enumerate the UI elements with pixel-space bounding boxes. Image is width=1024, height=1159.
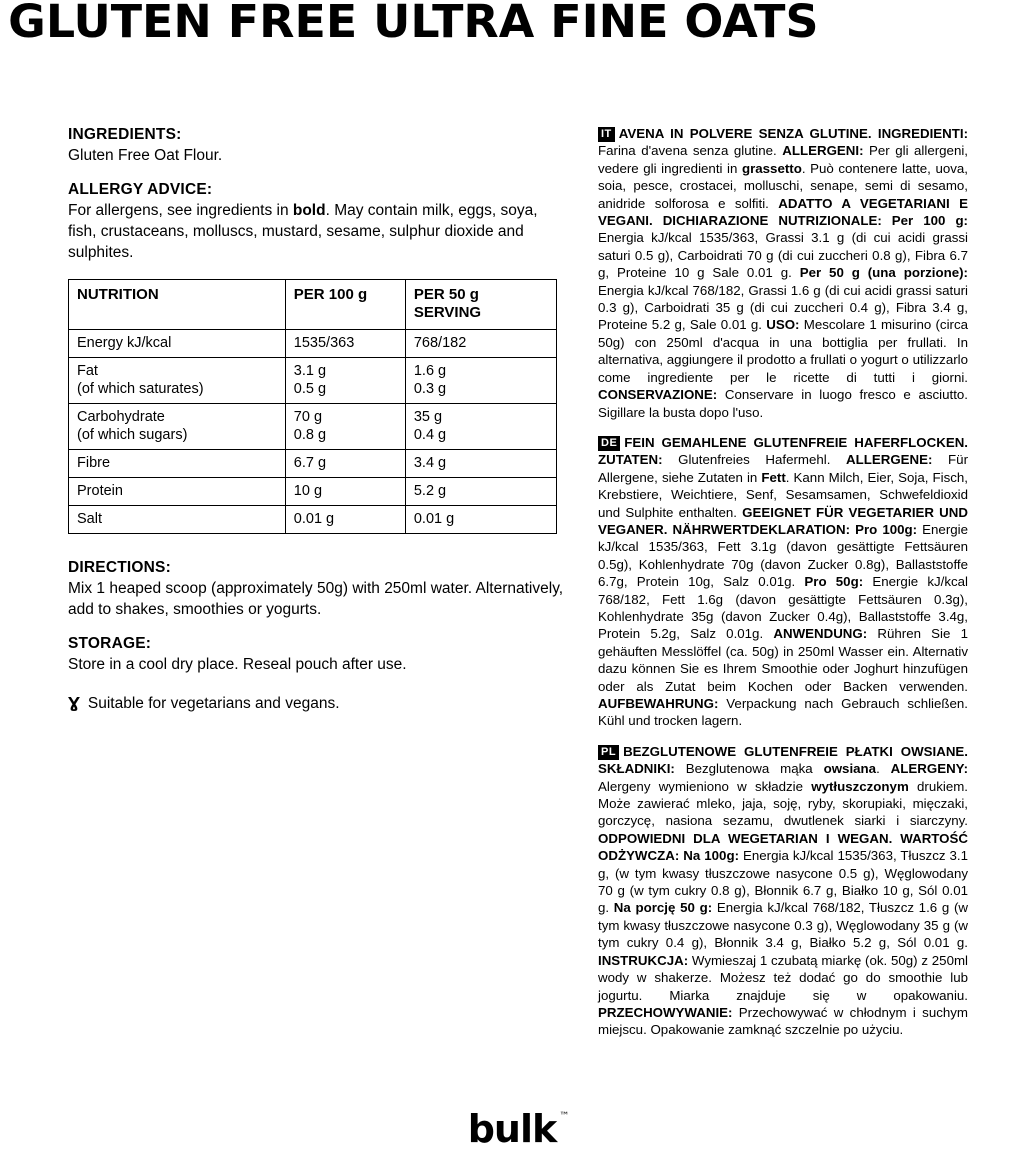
polish-text: BEZGLUTENOWE GLUTENFREIE PŁATKI OWSIANE. SKŁADNIKI: Bezglutenowa mąka owsiana. ALERGENY: Alergeny wymieniono w składzie wytłuszczonym drukiem. Może zawierać mleko, jaja, soję, ryby, skorupiaki, mięczaki, gorczycę, nasiona sezamu, dwutlenek siarki i siarczyny. ODPOWIEDNI DLA WEGETARIAN I WEGAN. WARTOŚĆ ODŻYWCZA: Na 100g: Energia kJ/kcal 1535/363, Tłuszcz 3.1 g, (w tym kwasy tłuszczowe nasycone 0.5 g), Węglowodany 70 g (w tym cukry 0.8 g), Błonnik 6.7 g, Białko 10 g, Sól 0.01 g. Na porcję 50 g: Energia kJ/kcal 768/182, Tłuszcz 1.6 g (w tym kwasy tłuszczowe nasycone 0.3 g), Węglowodany 35 g (w tym cukry 0.4 g), Błonnik 3.4 g, Białko 5.2 g, Sól 0.01 g. INSTRUKCJA: Wymieszaj 1 czubatą miarkę (ok. 50g) z 250ml wody w shakerze. Możesz też dodać go do smoothie lub jogurtu. Miarka znajduje się w opakowaniu. PRZECHOWYWANIE: Przechowywać w chłodnym i suchym miejscu. Opakowanie zamknąć szczelnie po użyciu. <box>598 743 968 1038</box>
vegetarian-vegan-text: Suitable for vegetarians and vegans. <box>87 695 340 712</box>
german-text: FEIN GEMAHLENE GLUTENFREIE HAFERFLOCKEN. ZUTATEN: Glutenfreies Hafermehl. ALLERGENE: Für Allergene, siehe Zutaten in Fett. Kann Milch, Eier, Soja, Fisch, Krebstiere, Weichtiere, Senf, Sesamsamen, Schwefeldioxid und Sulphite enthalten. GEEIGNET FÜR VEGETARIER UND VEGANER. NÄHRWERTDEKLARATION: Pro 100g: Energie kJ/kcal 1535/363, Fett 3.1g (davon gesättigte Fettsäuren 0.5g), Kohlenhydrate 70g (davon Zucker 0.8g), Ballaststoffe 6.7g, Protein 10g, Salz 0.01g. Pro 50g: Energie kJ/kcal 768/182, Fett 1.6g (davon gesättigte Fettsäuren 0.3g), Kohlenhydrate 35g (davon Zucker 0.4g), Ballaststoffe 3.4g, Protein 5.2g, Salz 0.01g. ANWENDUNG: Rühren Sie 1 gehäuften Messlöffel (ca. 50g) in 250ml Wasser ein. Alternativ dazu können Sie es Ihrem Smoothie oder Joghurt hinzufügen oder als Zutat beim Kochen oder Backen verwenden. AUFBEWAHRUNG: Verpackung nach Gebrauch schließen. Kühl und trocken lagern. <box>598 434 969 729</box>
nutrient-subname: (of which saturates) <box>77 381 204 397</box>
directions-text: Mix 1 heaped scoop (approximately 50g) with 250ml water. Alternatively, add to shakes, smoothies or yogurts. <box>68 580 564 618</box>
table-row <box>69 478 557 506</box>
table-row <box>69 404 557 450</box>
table-row <box>69 506 557 534</box>
nutrient-name: Protein <box>77 483 123 499</box>
nutrient-sub-per50: 0.4 g <box>413 427 447 443</box>
spacer <box>68 620 568 634</box>
brand-name: bulk <box>467 1107 557 1151</box>
nutrient-per100: 10 g <box>293 483 323 499</box>
italian-text: AVENA IN POLVERE SENZA GLUTINE. INGREDIENTI: Farina d'avena senza glutine. ALLERGENI: Per gli allergeni, vedere gli ingredienti in grassetto. Può contenere latte, uova, soia, pesce, crostacei, molluschi, senape, semi di sesamo, anidride solforosa e solfiti. ADATTO A VEGETARIANI E VEGANI. DICHIARAZIONE NUTRIZIONALE: Per 100 g: Energia kJ/kcal 1535/363, Grassi 3.1 g (di cui acidi grassi saturi 0.5 g), Carboidrati 70 g (di cui zuccheri 0.8 g), Fibra 6.7 g, Proteine 10 g Sale 0.01 g. Per 50 g (una porzione): Energia kJ/kcal 768/182, Grassi 1.6 g (di cui acidi grassi saturi 0.3 g), Carboidrati 35 g (di cui zuccheri 0.4 g), Fibra 3.4 g, Proteine 5.2 g, Sale 0.01 g. USO: Mescolare 1 misurino (circa 50g) con 250ml d'acqua in una bottiglia per frullati. In alternativa, aggiungere il prodotto a frullati o yogurt o utilizzarlo come ingrediente per le ricette di tutti i giorni. CONSERVAZIONE: Conservare in luogo fresco e asciutto. Sigillare la busta dopo l'uso. <box>598 126 968 420</box>
translations-column <box>598 125 968 1052</box>
vegetarian-society-icon: Ɣ <box>68 694 80 712</box>
storage-label: STORAGE: <box>68 635 152 652</box>
brand-logo <box>467 1107 570 1151</box>
nutrition-col-header-1: PER 100 g <box>285 280 405 330</box>
nutrient-name: Energy kJ/kcal <box>77 335 172 351</box>
polish-block <box>598 743 968 1039</box>
directions-label: DIRECTIONS: <box>68 559 171 576</box>
footer <box>0 1107 1024 1151</box>
nutrition-col-header-0: NUTRITION <box>69 280 286 330</box>
nutrient-sub-per100: 0.8 g <box>293 427 327 443</box>
vegetarian-vegan-note <box>68 693 568 714</box>
nutrient-subname: (of which sugars) <box>77 427 188 443</box>
ingredients-label: INGREDIENTS: <box>68 126 182 143</box>
spacer <box>68 166 568 180</box>
nutrition-col-header-2: PER 50 g SERVING <box>405 280 556 330</box>
nutrient-per100: 1535/363 <box>293 335 355 351</box>
allergy-text-part2: . May contain milk, eggs, soya, fish, crustaceans, molluscs, mustard, sesame, sulphur dioxide and sulphites. <box>68 202 538 261</box>
table-row <box>69 358 557 404</box>
storage-text: Store in a cool dry place. Reseal pouch after use. <box>68 656 407 673</box>
table-header-row <box>69 280 557 330</box>
table-row <box>69 450 557 478</box>
allergy-advice-label: ALLERGY ADVICE: <box>68 181 213 198</box>
nutrient-per50: 3.4 g <box>413 455 447 471</box>
nutrient-per50: 35 g <box>413 409 443 425</box>
allergy-advice-text <box>68 200 568 263</box>
nutrient-sub-per100: 0.5 g <box>293 381 327 397</box>
nutrient-sub-per50: 0.3 g <box>413 381 447 397</box>
nutrient-per50: 768/182 <box>413 335 467 351</box>
english-column <box>68 125 568 714</box>
ingredients-text: Gluten Free Oat Flour. <box>68 147 223 164</box>
flag-it-icon: IT <box>598 127 615 142</box>
table-row <box>69 330 557 358</box>
nutrient-per100: 0.01 g <box>293 511 335 527</box>
german-block <box>598 434 968 730</box>
nutrient-per50: 0.01 g <box>413 511 455 527</box>
nutrient-name: Salt <box>77 511 102 527</box>
page-title: GLUTEN FREE ULTRA FINE OATS <box>8 0 819 48</box>
nutrition-table <box>68 279 557 534</box>
nutrient-per50: 5.2 g <box>413 483 447 499</box>
nutrient-per100: 3.1 g <box>293 363 327 379</box>
flag-de-icon: DE <box>598 436 620 451</box>
trademark-symbol: ™ <box>559 1111 570 1122</box>
flag-pl-icon: PL <box>598 745 619 760</box>
allergy-text-part1: For allergens, see ingredients in <box>68 202 293 219</box>
nutrient-per100: 6.7 g <box>293 455 327 471</box>
nutrient-name: Fibre <box>77 455 111 471</box>
allergy-bold-word: bold <box>292 202 326 219</box>
spacer <box>68 540 568 558</box>
italian-block <box>598 125 968 421</box>
nutrient-name: Fat <box>77 363 98 379</box>
nutrient-per50: 1.6 g <box>413 363 447 379</box>
product-title-bar <box>0 0 1024 54</box>
nutrient-name: Carbohydrate <box>77 409 165 425</box>
nutrient-per100: 70 g <box>293 409 323 425</box>
